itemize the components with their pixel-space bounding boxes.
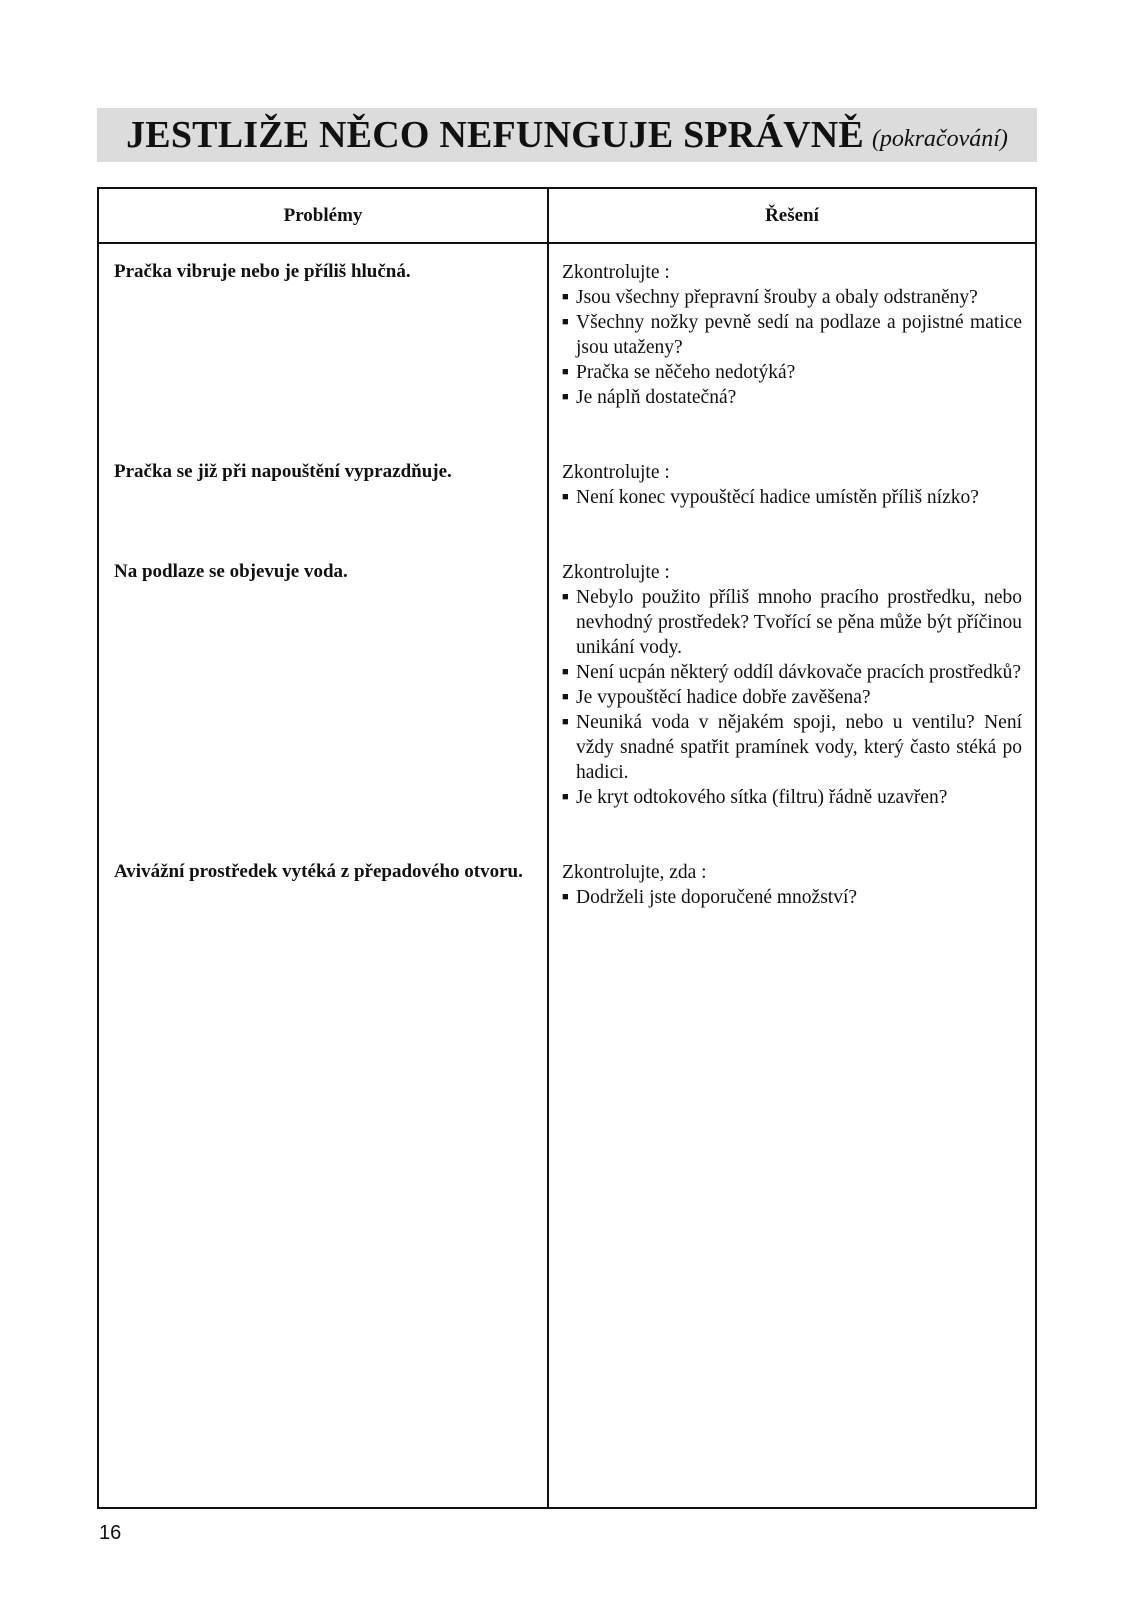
bullet-square-icon: ■ <box>562 491 569 503</box>
page-title: JESTLIŽE NĚCO NEFUNGUJE SPRÁVNĚ <box>126 114 864 156</box>
list-item <box>562 685 1022 710</box>
solution-intro: Zkontrolujte : <box>562 562 670 583</box>
list-item-text: Není ucpán některý oddíl dávkovače pracích prostředků? <box>576 662 1022 683</box>
solution-cell <box>562 860 1022 910</box>
list-item <box>562 785 1022 810</box>
bullet-square-icon: ■ <box>562 291 569 303</box>
list-item <box>562 285 1022 310</box>
list-item-text: Není konec vypouštěcí hadice umístěn příliš nízko? <box>576 487 979 508</box>
list-item <box>562 885 1022 910</box>
bullet-square-icon: ■ <box>562 891 569 903</box>
solution-cell <box>562 560 1022 810</box>
solution-intro: Zkontrolujte, zda : <box>562 862 707 883</box>
column-divider <box>547 189 549 1507</box>
bullet-square-icon: ■ <box>562 691 569 703</box>
list-item <box>562 360 1022 385</box>
header-divider <box>99 242 1035 244</box>
column-header-problems: Problémy <box>283 204 363 226</box>
list-item <box>562 660 1022 685</box>
bullet-square-icon: ■ <box>562 591 569 603</box>
problem-cell: Pračka vibruje nebo je příliš hlučná. <box>114 261 411 282</box>
list-item-text: Pračka se něčeho nedotýká? <box>576 362 796 383</box>
solution-list <box>562 885 1022 910</box>
problem-cell: Pračka se již při napouštění vyprazdňuje. <box>114 461 452 482</box>
troubleshooting-table <box>97 187 1037 1509</box>
column-header-solutions: Řešení <box>765 204 819 226</box>
solution-list <box>562 285 1022 410</box>
problem-cell: Avivážní prostředek vytéká z přepadového otvoru. <box>114 861 523 882</box>
solution-cell <box>562 260 1022 410</box>
solution-intro: Zkontrolujte : <box>562 462 670 483</box>
list-item <box>562 385 1022 410</box>
list-item-text: Nebylo použito příliš mnoho pracího prostředku, nebo nevhodný prostředek? Tvořící se pěna může být příčinou unikání vody. <box>576 587 1022 658</box>
bullet-square-icon: ■ <box>562 391 569 403</box>
bullet-square-icon: ■ <box>562 316 569 328</box>
bullet-square-icon: ■ <box>562 666 569 678</box>
list-item-text: Je náplň dostatečná? <box>576 387 737 408</box>
list-item-text: Je kryt odtokového sítka (filtru) řádně uzavřen? <box>576 787 948 808</box>
list-item <box>562 710 1022 785</box>
bullet-square-icon: ■ <box>562 716 569 728</box>
solution-list <box>562 485 1022 510</box>
bullet-square-icon: ■ <box>562 791 569 803</box>
solution-list <box>562 585 1022 810</box>
list-item-text: Jsou všechny přepravní šrouby a obaly odstraněny? <box>576 287 978 308</box>
list-item-text: Je vypouštěcí hadice dobře zavěšena? <box>576 687 871 708</box>
solution-cell <box>562 460 1022 510</box>
page-subtitle: (pokračování) <box>871 125 1008 152</box>
list-item-text: Všechny nožky pevně sedí na podlaze a pojistné matice jsou utaženy? <box>576 312 1022 358</box>
list-item <box>562 585 1022 660</box>
list-item-text: Dodrželi jste doporučené množství? <box>576 887 858 908</box>
page-title-bar <box>97 108 1037 162</box>
solution-intro: Zkontrolujte : <box>562 262 670 283</box>
page-number: 16 <box>99 1522 122 1544</box>
list-item <box>562 310 1022 360</box>
list-item-text: Neuniká voda v nějakém spoji, nebo u ventilu? Není vždy snadné spatřit pramínek vody, který často stéká po hadici. <box>576 712 1022 783</box>
bullet-square-icon: ■ <box>562 366 569 378</box>
problem-cell: Na podlaze se objevuje voda. <box>114 561 348 582</box>
list-item <box>562 485 1022 510</box>
